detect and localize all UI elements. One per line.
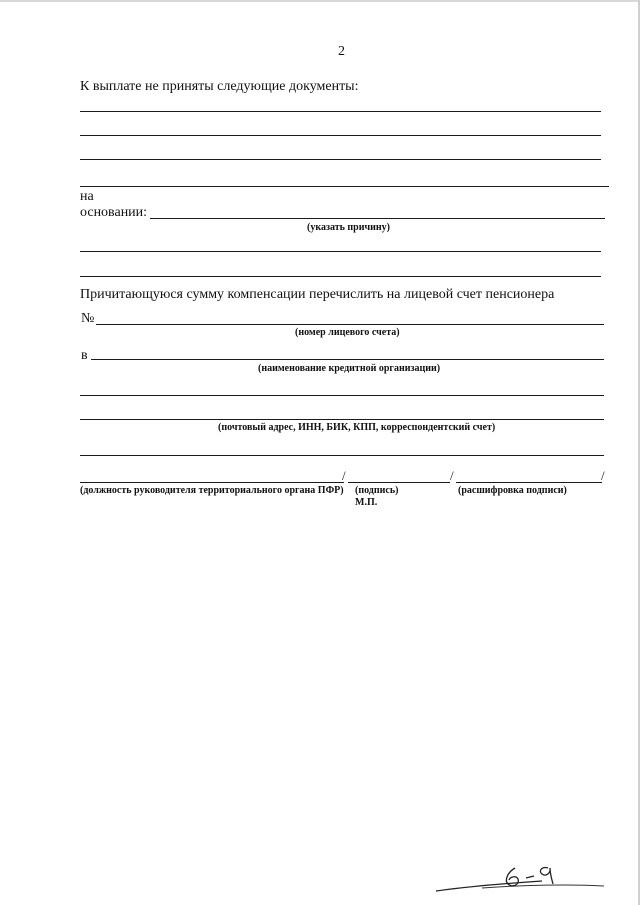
decoding-fill-line <box>456 482 602 483</box>
scan-edge <box>0 0 640 2</box>
bank-prefix: в <box>81 348 88 363</box>
signature-hint: (подпись) <box>355 485 399 496</box>
bank-hint: (наименование кредитной организации) <box>258 363 441 374</box>
page-number: 2 <box>338 44 345 59</box>
fill-line <box>80 135 601 136</box>
account-fill-line <box>96 324 604 325</box>
basis-hint: (указать причину) <box>307 222 390 233</box>
position-fill-line <box>80 482 344 483</box>
separator-slash: / <box>450 468 454 483</box>
fill-line <box>80 455 604 456</box>
basis-label-line1: на <box>80 189 94 204</box>
bank-fill-line <box>91 359 604 360</box>
fill-line <box>80 395 604 396</box>
separator-slash: / <box>342 468 346 483</box>
details-hint: (почтовый адрес, ИНН, БИК, КПП, корреспондентский счет) <box>218 422 496 433</box>
fill-line <box>80 251 601 252</box>
handwritten-mark-image <box>432 858 607 898</box>
fill-line <box>80 186 609 187</box>
account-prefix: № <box>81 311 95 326</box>
fill-line <box>80 276 601 277</box>
fill-line <box>80 419 604 420</box>
decoding-hint: (расшифровка подписи) <box>458 485 567 496</box>
separator-slash: / <box>601 468 605 483</box>
basis-label-line2: основании: <box>80 205 148 220</box>
fill-line <box>80 111 601 112</box>
position-hint: (должность руководителя территориального органа ПФР) <box>80 485 344 496</box>
basis-fill-line <box>150 218 605 219</box>
handwritten-mark <box>432 858 607 898</box>
stamp-placeholder: М.П. <box>355 497 378 508</box>
fill-line <box>80 159 601 160</box>
account-hint: (номер лицевого счета) <box>295 327 400 338</box>
signature-fill-line <box>348 482 450 483</box>
rejected-documents-heading: К выплате не приняты следующие документы: <box>80 79 359 94</box>
transfer-text: Причитающуюся сумму компенсации перечислить на лицевой счет пенсионера <box>80 287 555 302</box>
